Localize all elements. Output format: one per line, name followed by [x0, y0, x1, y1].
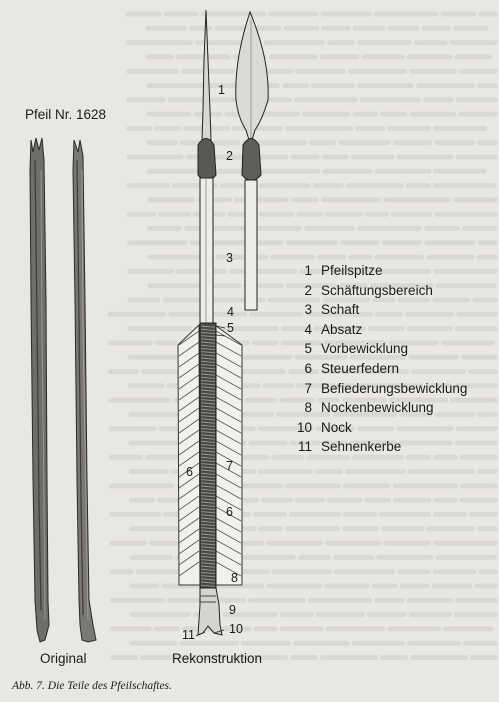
legend-text: Nock	[321, 419, 352, 435]
legend-number: 1	[304, 263, 312, 278]
original-arrow-left-view	[30, 138, 49, 642]
legend-text: Schaft	[321, 302, 360, 318]
legend-number: 3	[304, 302, 312, 318]
callout-4: 4	[227, 305, 234, 319]
legend-text: Absatz	[321, 321, 363, 337]
legend-number: 2	[304, 282, 312, 298]
callout-6-right: 6	[226, 505, 233, 519]
original-label: Original	[40, 651, 87, 666]
callout-10: 10	[229, 622, 243, 636]
legend-number: 8	[304, 400, 312, 416]
original-arrow-right-view	[73, 140, 96, 642]
callout-5: 5	[227, 321, 234, 335]
callout-11: 11	[182, 628, 195, 642]
legend-text: Vorbewicklung	[321, 341, 409, 357]
callout-3: 3	[226, 251, 233, 265]
legend-number: 11	[297, 439, 312, 455]
legend-number: 4	[304, 321, 312, 337]
reconstruction-narrow-head	[198, 10, 216, 325]
callout-8: 8	[231, 571, 238, 585]
callout-7: 7	[226, 459, 233, 473]
legend-number: 5	[304, 341, 312, 357]
legend-text: Pfeilspitze	[321, 263, 383, 278]
callout-6-left: 6	[186, 465, 193, 479]
fletching	[178, 323, 242, 635]
callout-9: 9	[229, 603, 236, 617]
legend-number: 10	[296, 419, 312, 435]
reconstruction-leaf-head	[236, 12, 268, 310]
callout-2: 2	[226, 149, 233, 163]
reconstruction-label: Rekonstruktion	[172, 651, 263, 666]
legend-text: Sehnenkerbe	[321, 439, 402, 455]
legend-text: Schäftungsbereich	[321, 282, 433, 298]
legend-number: 6	[304, 360, 312, 376]
legend-text: Nockenbewicklung	[321, 400, 434, 416]
callout-1: 1	[218, 83, 225, 97]
legend-text: Steuerfedern	[321, 360, 400, 376]
legend-number: 7	[304, 380, 312, 396]
legend-text: Befiederungsbewicklung	[321, 380, 468, 396]
figure-caption: Abb. 7. Die Teile des Pfeilschaftes.	[12, 680, 172, 692]
original-title: Pfeil Nr. 1628	[25, 107, 107, 122]
